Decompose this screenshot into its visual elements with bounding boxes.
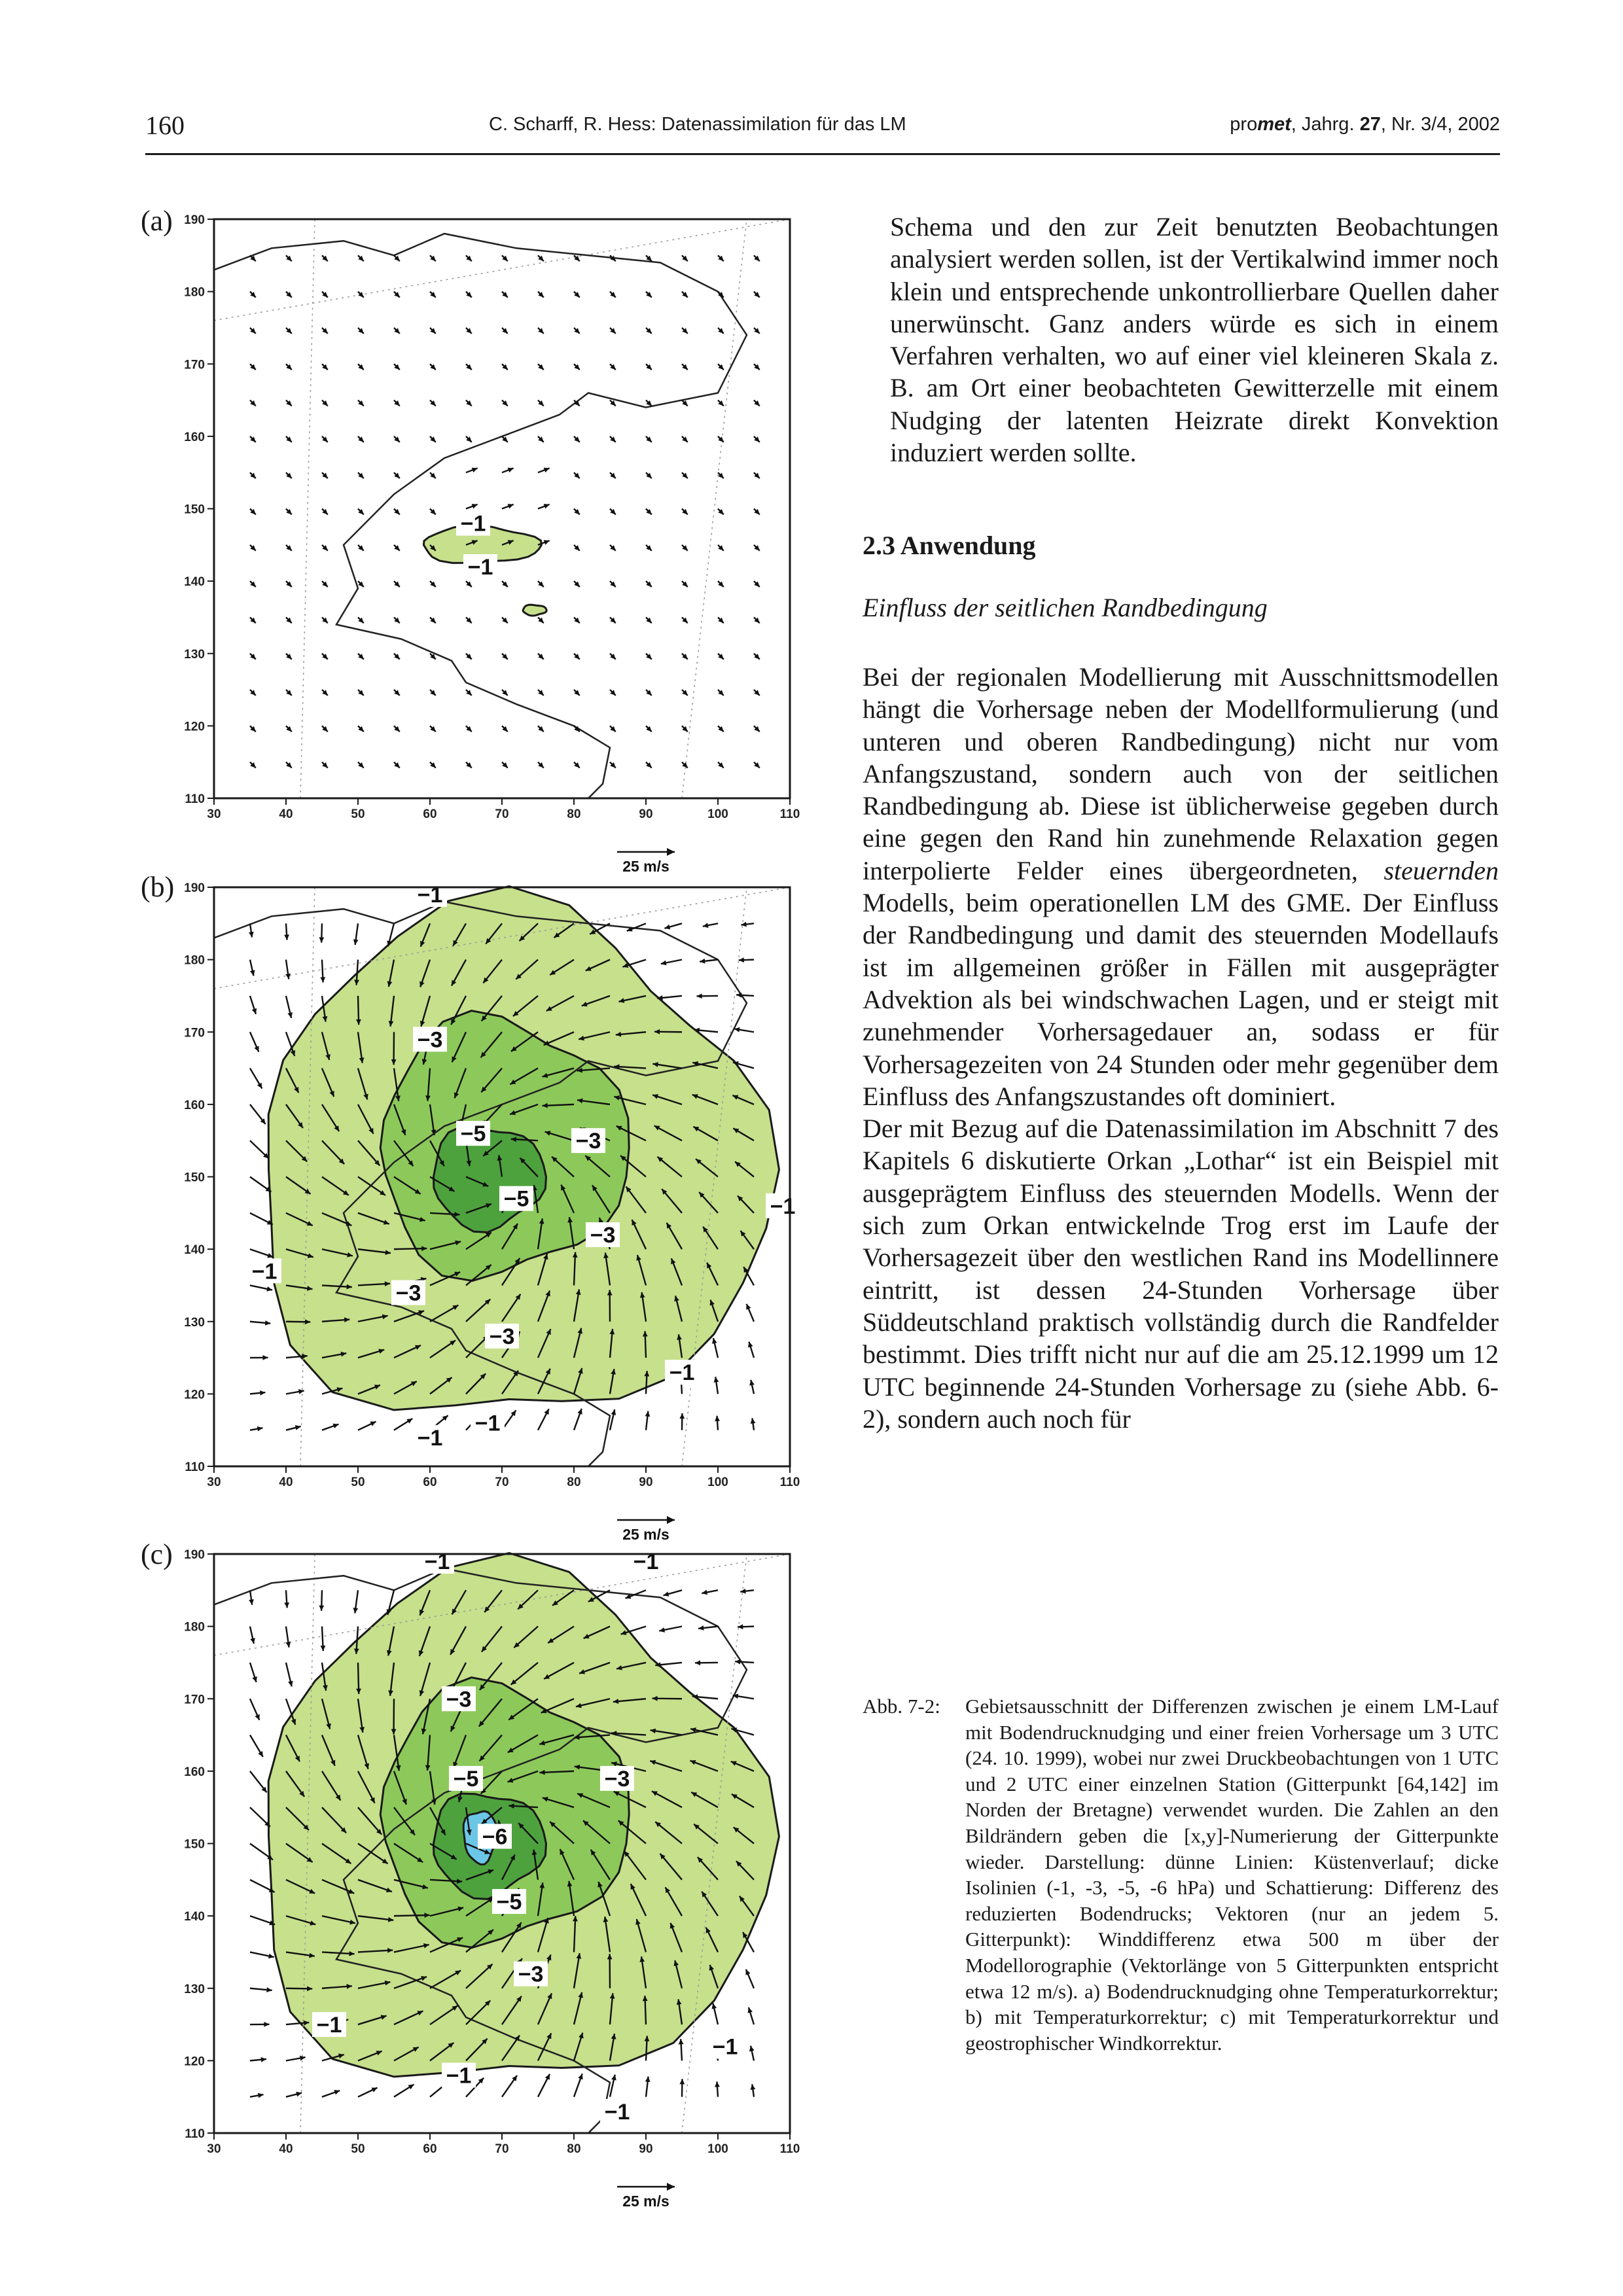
contour-label: −1 bbox=[417, 883, 443, 908]
y-tick-label: 120 bbox=[184, 1388, 205, 1402]
paragraph: Der mit Bezug auf die Datenassimilation im Abschnitt 7 des Kapitels 6 diskutierte Orkan „Lothar“ ist ein Beispiel mit ausgeprägtem Einfluss des steuernden Modells. Wenn der sich zum Orkan entwickelnde Trog erst im Laufe der Vorhersagezeit über den westlichen Rand ins Modellinnere eintritt, ist dessen 24-Stunden Vorhersage über Süddeutschland praktisch vollständig durch die Randfelder bestimmt. Dies trifft nicht nur auf die am 25.12.1999 um 12 UTC beginnende 24-Stunden Vorhersage zu (siehe Abb. 6-2), sondern auch noch für bbox=[863, 1114, 1499, 1434]
contour-label: −1 bbox=[417, 1425, 443, 1451]
contour-label: −3 bbox=[518, 1962, 544, 1987]
section-heading: 2.3 Anwendung bbox=[863, 531, 1036, 560]
y-tick-label: 170 bbox=[184, 358, 205, 372]
y-tick-label: 140 bbox=[184, 575, 205, 590]
paragraph: Schema und den zur Zeit benutzten Beobachtungen analysiert werden sollen, ist der Vertikalwind immer noch klein und entsprechende unkontrollierbare Quellen daher unerwünscht. Ganz anders würde es sich in einem Verfahren verhalten, wo auf einer viel kleineren Skala z. B. am Ort einer beobachteten Gewitterzelle mit einem Nudging der latenten Heizrate direkt Konvektion induziert werden sollte. bbox=[890, 212, 1499, 468]
map-panel-b bbox=[167, 874, 818, 1561]
header-rule bbox=[145, 153, 1500, 155]
x-tick-label: 110 bbox=[779, 807, 800, 821]
paragraph: Bei der regionalen Modellierung mit Ausschnittsmodellen hängt die Vorhersage neben der Modellformulierung (und unteren und oberen Randbedingung) nicht nur vom Anfangszustand, sondern auch von der seitlichen Randbedingung ab. Diese ist üblicherweise gegeben durch eine gegen den Rand hin zunehmende Relaxation gegen interpolierte Felder eines übergeordneten, steuernden Modells, beim operationellen LM des GME. Der Einfluss der Randbedingung und damit des steuernden Modellaufs ist im allgemeinen größer in Fällen mit ausgeprägter Advektion als bei windschwachen Lagen, und er steigt mit zunehmender Vorhersagedauer an, sodass er für Vorhersagezeiten von 24 Stunden oder mehr gegenüber dem Einfluss des Anfangszustandes oft dominiert. bbox=[863, 662, 1499, 1111]
y-tick-label: 110 bbox=[185, 792, 205, 806]
map-panel-c bbox=[167, 1541, 818, 2228]
caption-text: Gebietsausschnitt der Differenzen zwischen je einem LM-Lauf mit Bodendrucknudging und einer freien Vorhersage um 3 UTC (24. 10. 1999), wobei nur zwei Druckbeobachtungen von 1 UTC und 2 UTC einer einzelnen Station (Gitterpunkt [64,142] im Norden der Bretagne) verwendet wurden. Die Zahlen an den Bildrändern geben die [x,y]-Numerierung der Gitterpunkte wieder. Darstellung: dünne Linien: Küstenverlauf; dicke Isolinien (-1, -3, -5, -6 hPa) und Schattierung: Differenz des reduzierten Bodendrucks; Vektoren (nur an jedem 5. Gitterpunkt): Winddifferenz etwa 500 m über der Modellorographie (Vektorlänge von 5 Gitterpunkten entspricht etwa 12 m/s). a) Bodendrucknudging ohne Temperaturkorrektur; b) mit Temperaturkorrektur; c) mit Temperaturkorrektur und geostrophischer Windkorrektur. bbox=[965, 1695, 1499, 2055]
contour-label: −1 bbox=[474, 1411, 501, 1436]
contour-label: −3 bbox=[604, 1766, 630, 1792]
contour-label: −1 bbox=[460, 511, 486, 537]
y-tick-label: 150 bbox=[184, 1837, 205, 1852]
y-tick-label: 130 bbox=[184, 1982, 205, 1996]
x-tick-label: 60 bbox=[423, 807, 437, 821]
y-tick-label: 150 bbox=[184, 1171, 205, 1185]
x-tick-label: 80 bbox=[567, 807, 581, 821]
contour-label: −5 bbox=[496, 1890, 522, 1915]
scale-arrow-head bbox=[667, 2183, 675, 2191]
y-tick-label: 190 bbox=[184, 213, 205, 227]
y-tick-label: 110 bbox=[185, 2127, 205, 2141]
contour-label: −1 bbox=[424, 1549, 450, 1575]
y-tick-label: 180 bbox=[184, 953, 205, 968]
x-tick-label: 40 bbox=[279, 1475, 293, 1489]
y-tick-label: 140 bbox=[184, 1910, 205, 1924]
y-tick-label: 140 bbox=[184, 1243, 205, 1258]
y-tick-label: 150 bbox=[184, 503, 205, 517]
scale-label: 25 m/s bbox=[622, 858, 669, 875]
x-tick-label: 100 bbox=[707, 2142, 728, 2156]
x-tick-label: 40 bbox=[279, 2142, 293, 2156]
x-tick-label: 100 bbox=[707, 1475, 728, 1489]
contour-label: −1 bbox=[316, 2013, 342, 2038]
y-tick-label: 190 bbox=[184, 1548, 205, 1562]
contour-label: −3 bbox=[575, 1129, 601, 1154]
contour-label: −5 bbox=[503, 1186, 529, 1212]
panel-label-b: (b) bbox=[141, 871, 175, 903]
scale-label: 25 m/s bbox=[622, 1526, 669, 1543]
y-tick-label: 130 bbox=[184, 647, 205, 662]
map-panel-a bbox=[167, 206, 818, 893]
page-header bbox=[145, 105, 1500, 152]
x-tick-label: 30 bbox=[207, 807, 221, 821]
y-tick-label: 170 bbox=[184, 1026, 205, 1040]
x-tick-label: 70 bbox=[495, 1475, 509, 1489]
scale-arrow-head bbox=[667, 1516, 675, 1524]
contour-label: −5 bbox=[460, 1122, 486, 1147]
x-tick-label: 60 bbox=[423, 1475, 437, 1489]
x-tick-label: 50 bbox=[351, 1475, 365, 1489]
contour-label: −1 bbox=[251, 1259, 277, 1284]
body-text bbox=[863, 661, 1499, 1435]
x-tick-label: 30 bbox=[207, 1475, 221, 1489]
y-tick-label: 180 bbox=[184, 285, 205, 300]
contour-label: −3 bbox=[489, 1324, 515, 1349]
caption-label: Abb. 7-2: bbox=[863, 1695, 940, 1718]
x-tick-label: 70 bbox=[495, 807, 509, 821]
y-tick-label: 130 bbox=[184, 1315, 205, 1330]
intro-paragraph bbox=[863, 211, 1499, 468]
contour-label: −3 bbox=[417, 1027, 443, 1053]
x-tick-label: 90 bbox=[639, 2142, 653, 2156]
contour-label: −5 bbox=[453, 1766, 479, 1792]
x-tick-label: 70 bbox=[495, 2142, 509, 2156]
y-tick-label: 160 bbox=[184, 1098, 205, 1112]
y-tick-label: 170 bbox=[184, 1693, 205, 1707]
subsection-heading: Einfluss der seitlichen Randbedingung bbox=[863, 593, 1268, 622]
y-tick-label: 190 bbox=[184, 881, 205, 895]
x-tick-label: 80 bbox=[567, 1475, 581, 1489]
x-tick-label: 80 bbox=[567, 2142, 581, 2156]
contour-label: −1 bbox=[467, 555, 493, 580]
page-number: 160 bbox=[145, 111, 185, 140]
contour-label: −1 bbox=[669, 1360, 695, 1386]
x-tick-label: 100 bbox=[707, 807, 728, 821]
x-tick-label: 50 bbox=[351, 807, 365, 821]
contour-label: −1 bbox=[446, 2063, 472, 2089]
x-tick-label: 40 bbox=[279, 807, 293, 821]
x-tick-label: 60 bbox=[423, 2142, 437, 2156]
wind-vector bbox=[394, 1915, 430, 1916]
x-tick-label: 110 bbox=[779, 1475, 800, 1489]
x-tick-label: 30 bbox=[207, 2142, 221, 2156]
panel-label-a: (a) bbox=[141, 205, 173, 237]
scale-arrow-head bbox=[667, 848, 675, 856]
y-tick-label: 160 bbox=[184, 1765, 205, 1779]
contour-label: −3 bbox=[395, 1280, 421, 1306]
running-title: C. Scharff, R. Hess: Datenassimilation für das LM bbox=[489, 114, 906, 135]
journal-citation: promet, Jahrg. 27, Nr. 3/4, 2002 bbox=[1230, 114, 1500, 135]
x-tick-label: 90 bbox=[639, 807, 653, 821]
contour-label: −1 bbox=[604, 2099, 630, 2125]
y-tick-label: 180 bbox=[184, 1620, 205, 1634]
y-tick-label: 110 bbox=[185, 1460, 205, 1474]
panel-label-c: (c) bbox=[141, 1538, 173, 1570]
scale-label: 25 m/s bbox=[622, 2193, 669, 2210]
y-tick-label: 120 bbox=[184, 720, 205, 734]
contour-label: −6 bbox=[482, 1824, 508, 1850]
contour-label: −1 bbox=[633, 1549, 659, 1575]
x-tick-label: 110 bbox=[779, 2142, 800, 2156]
contour-band bbox=[523, 605, 546, 616]
contour-label: −1 bbox=[770, 1193, 796, 1219]
y-tick-label: 120 bbox=[184, 2055, 205, 2069]
x-tick-label: 50 bbox=[351, 2142, 365, 2156]
contour-label: −3 bbox=[590, 1223, 616, 1248]
y-tick-label: 160 bbox=[184, 430, 205, 444]
x-tick-label: 90 bbox=[639, 1475, 653, 1489]
contour-label: −1 bbox=[712, 2034, 738, 2060]
contour-label: −3 bbox=[446, 1687, 472, 1712]
